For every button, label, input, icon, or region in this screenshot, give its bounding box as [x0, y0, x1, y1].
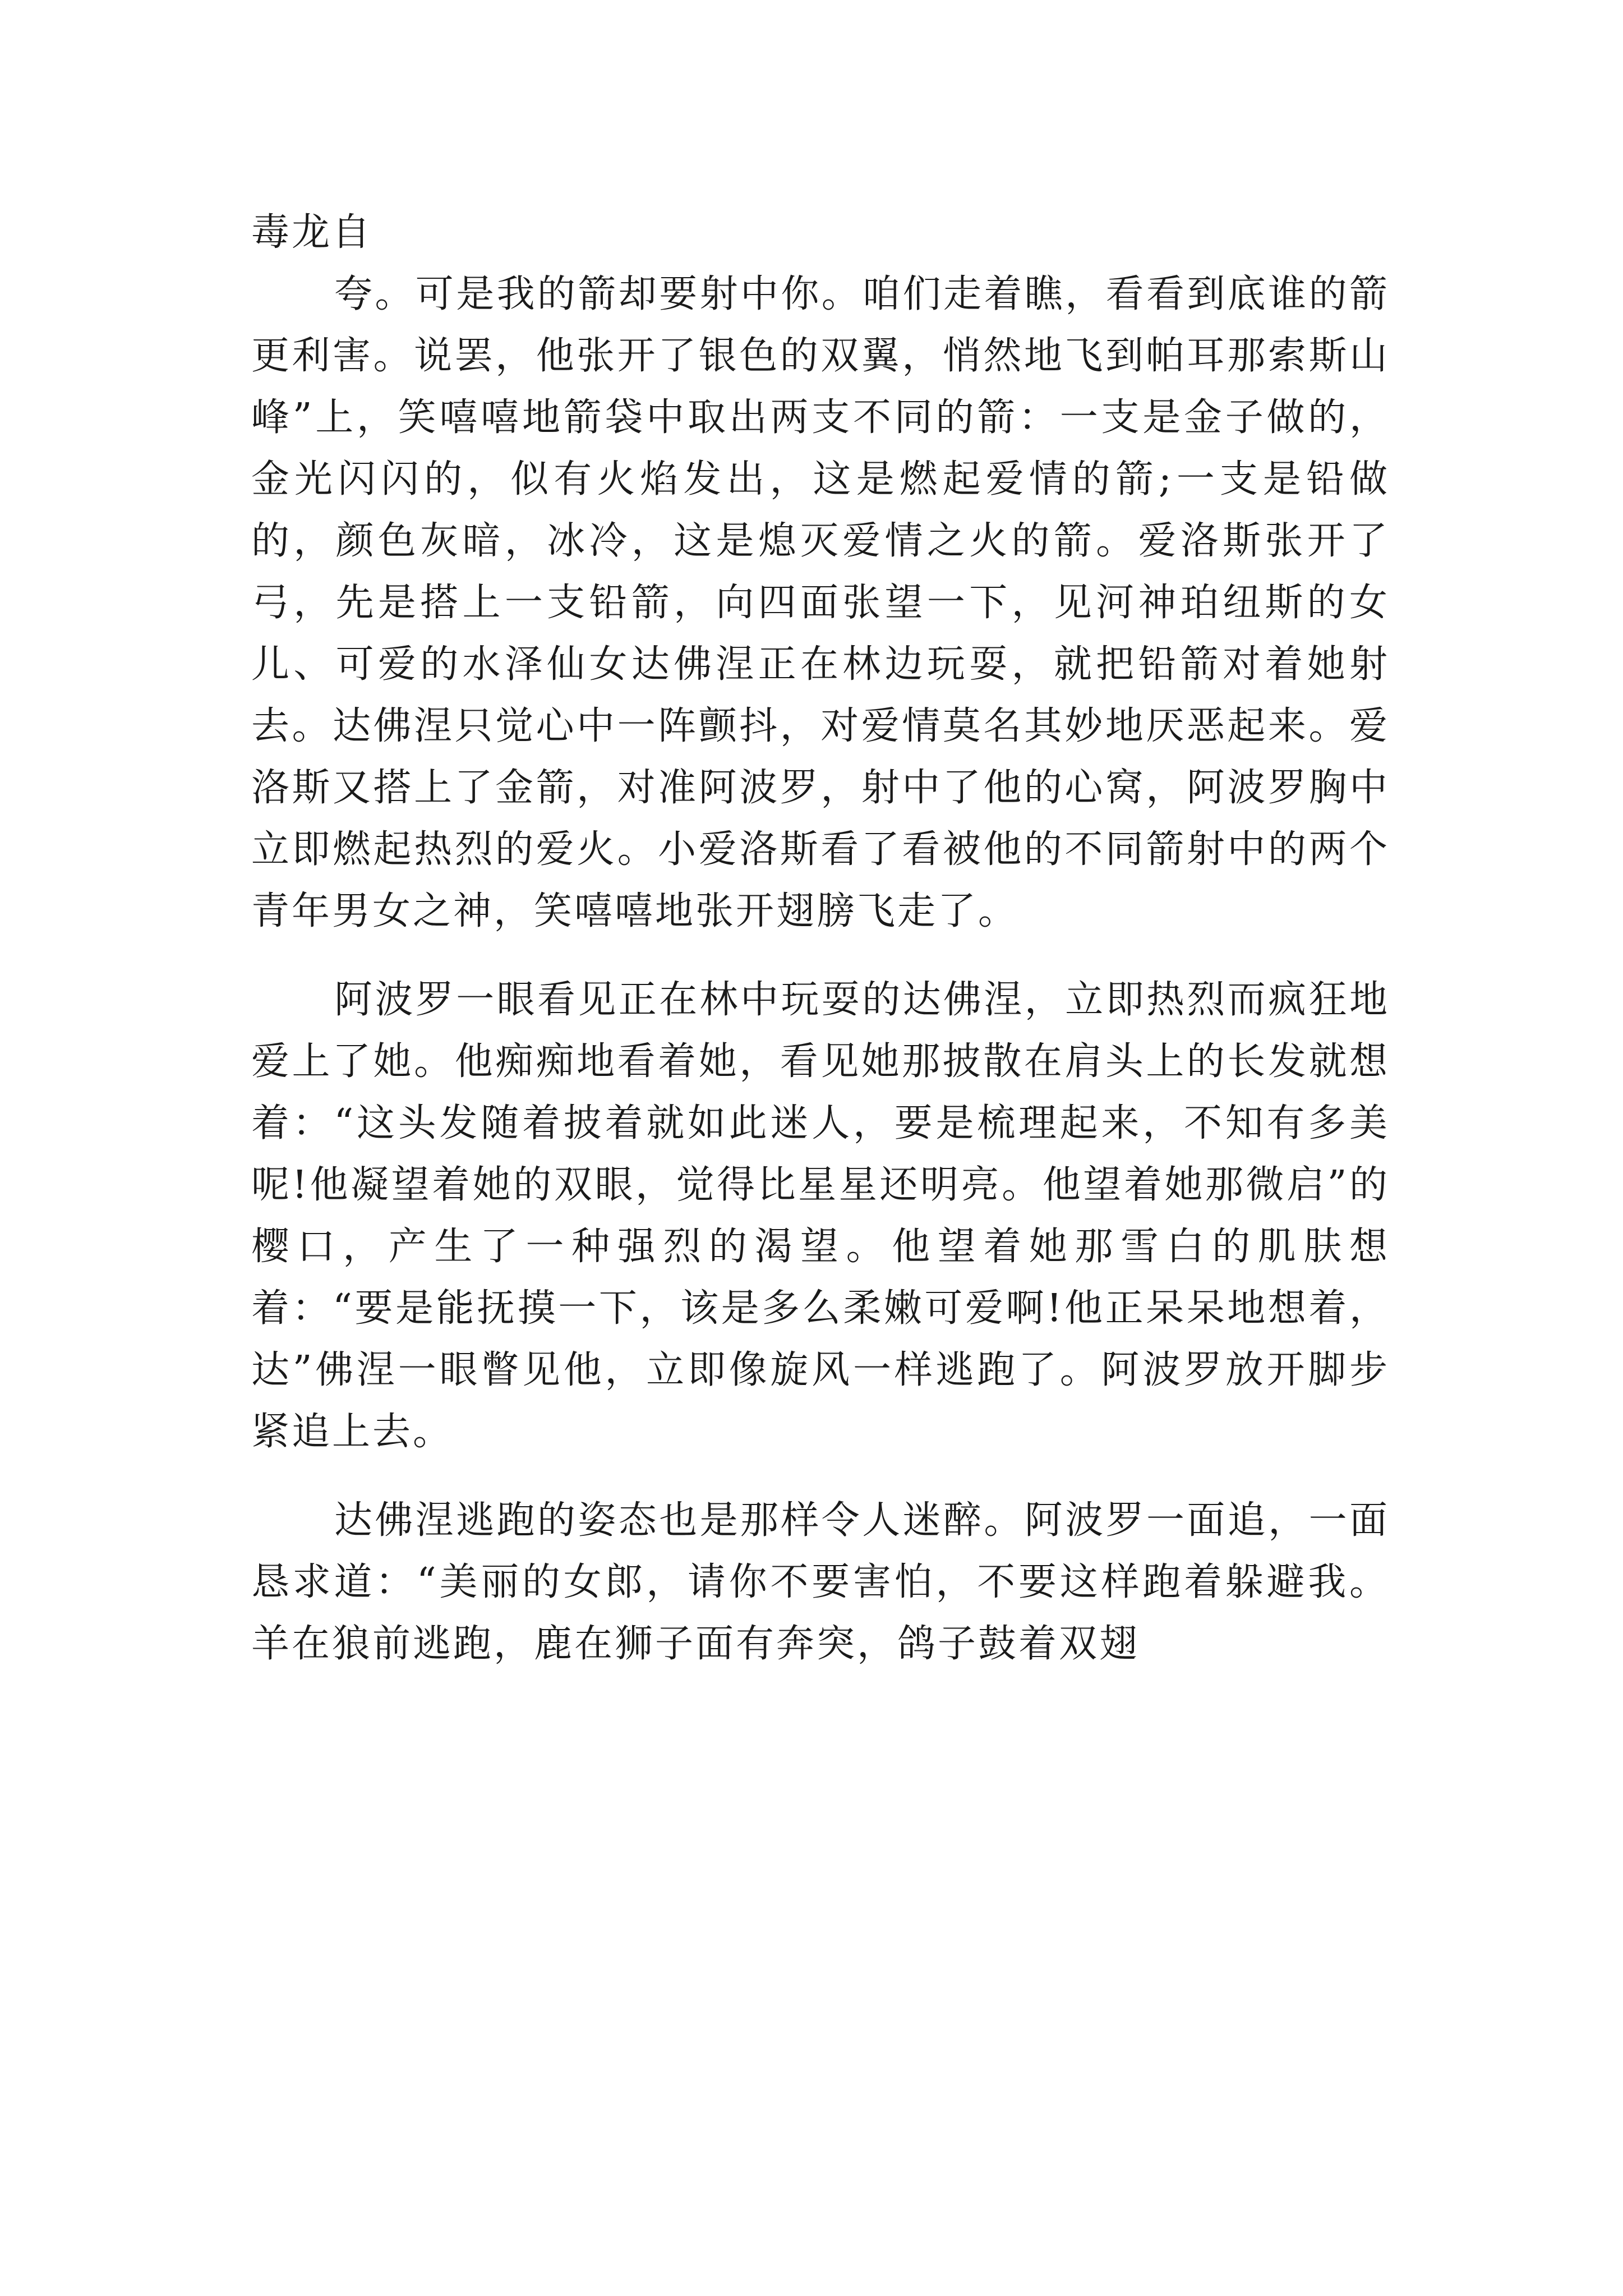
paragraph-3: 达佛涅逃跑的姿态也是那样令人迷醉。阿波罗一面追，一面恳求道：“美丽的女郎，请你不要害怕，不要这样跑着躲避我。羊在狼前逃跑，鹿在狮子面有奔突，鸽子鼓着双翅 [251, 1498, 1390, 1666]
paragraph-spacer [251, 1463, 1390, 1490]
paragraph-1: 夸。可是我的箭却要射中你。咱们走着瞧，看看到底谁的箭更利害。说罢，他张开了银色的双翼，悄然地飞到帕耳那索斯山峰”上，笑嘻嘻地箭袋中取出两支不同的箭：一支是金子做的，金光闪闪的，似有火焰发出，这是燃起爱情的箭;一支是铅做的，颜色灰暗，冰冷，这是熄灭爱情之火的箭。爱洛斯张开了弓，先是搭上一支铅箭，向四面张望一下，见河神珀纽斯的女儿、可爱的水泽仙女达佛涅正在林边玩耍，就把铅箭对着她射去。达佛涅只觉心中一阵颤抖，对爱情莫名其妙地厌恶起来。爱洛斯又搭上了金箭，对准阿波罗，射中了他的心窝，阿波罗胸中立即燃起热烈的爱火。小爱洛斯看了看被他的不同箭射中的两个青年男女之神，笑嘻嘻地张开翅膀飞走了。 [251, 272, 1390, 933]
paragraph-spacer [251, 942, 1390, 969]
document-body [251, 202, 1390, 1675]
page-heading: 毒龙自 [251, 210, 373, 255]
paragraph-2: 阿波罗一眼看见正在林中玩耍的达佛涅，立即热烈而疯狂地爱上了她。他痴痴地看着她，看见她那披散在肩头上的长发就想着：“这头发随着披着就如此迷人，要是梳理起来，不知有多美呢!他凝望着她的双眼，觉得比星星还明亮。他望着她那微启”的樱口，产生了一种强烈的渴望。他望着她那雪白的肌肤想着：“要是能抚摸一下，该是多么柔嫩可爱啊!他正呆呆地想着，达”佛涅一眼瞥见他，立即像旋风一样逃跑了。阿波罗放开脚步紧追上去。 [251, 978, 1390, 1454]
